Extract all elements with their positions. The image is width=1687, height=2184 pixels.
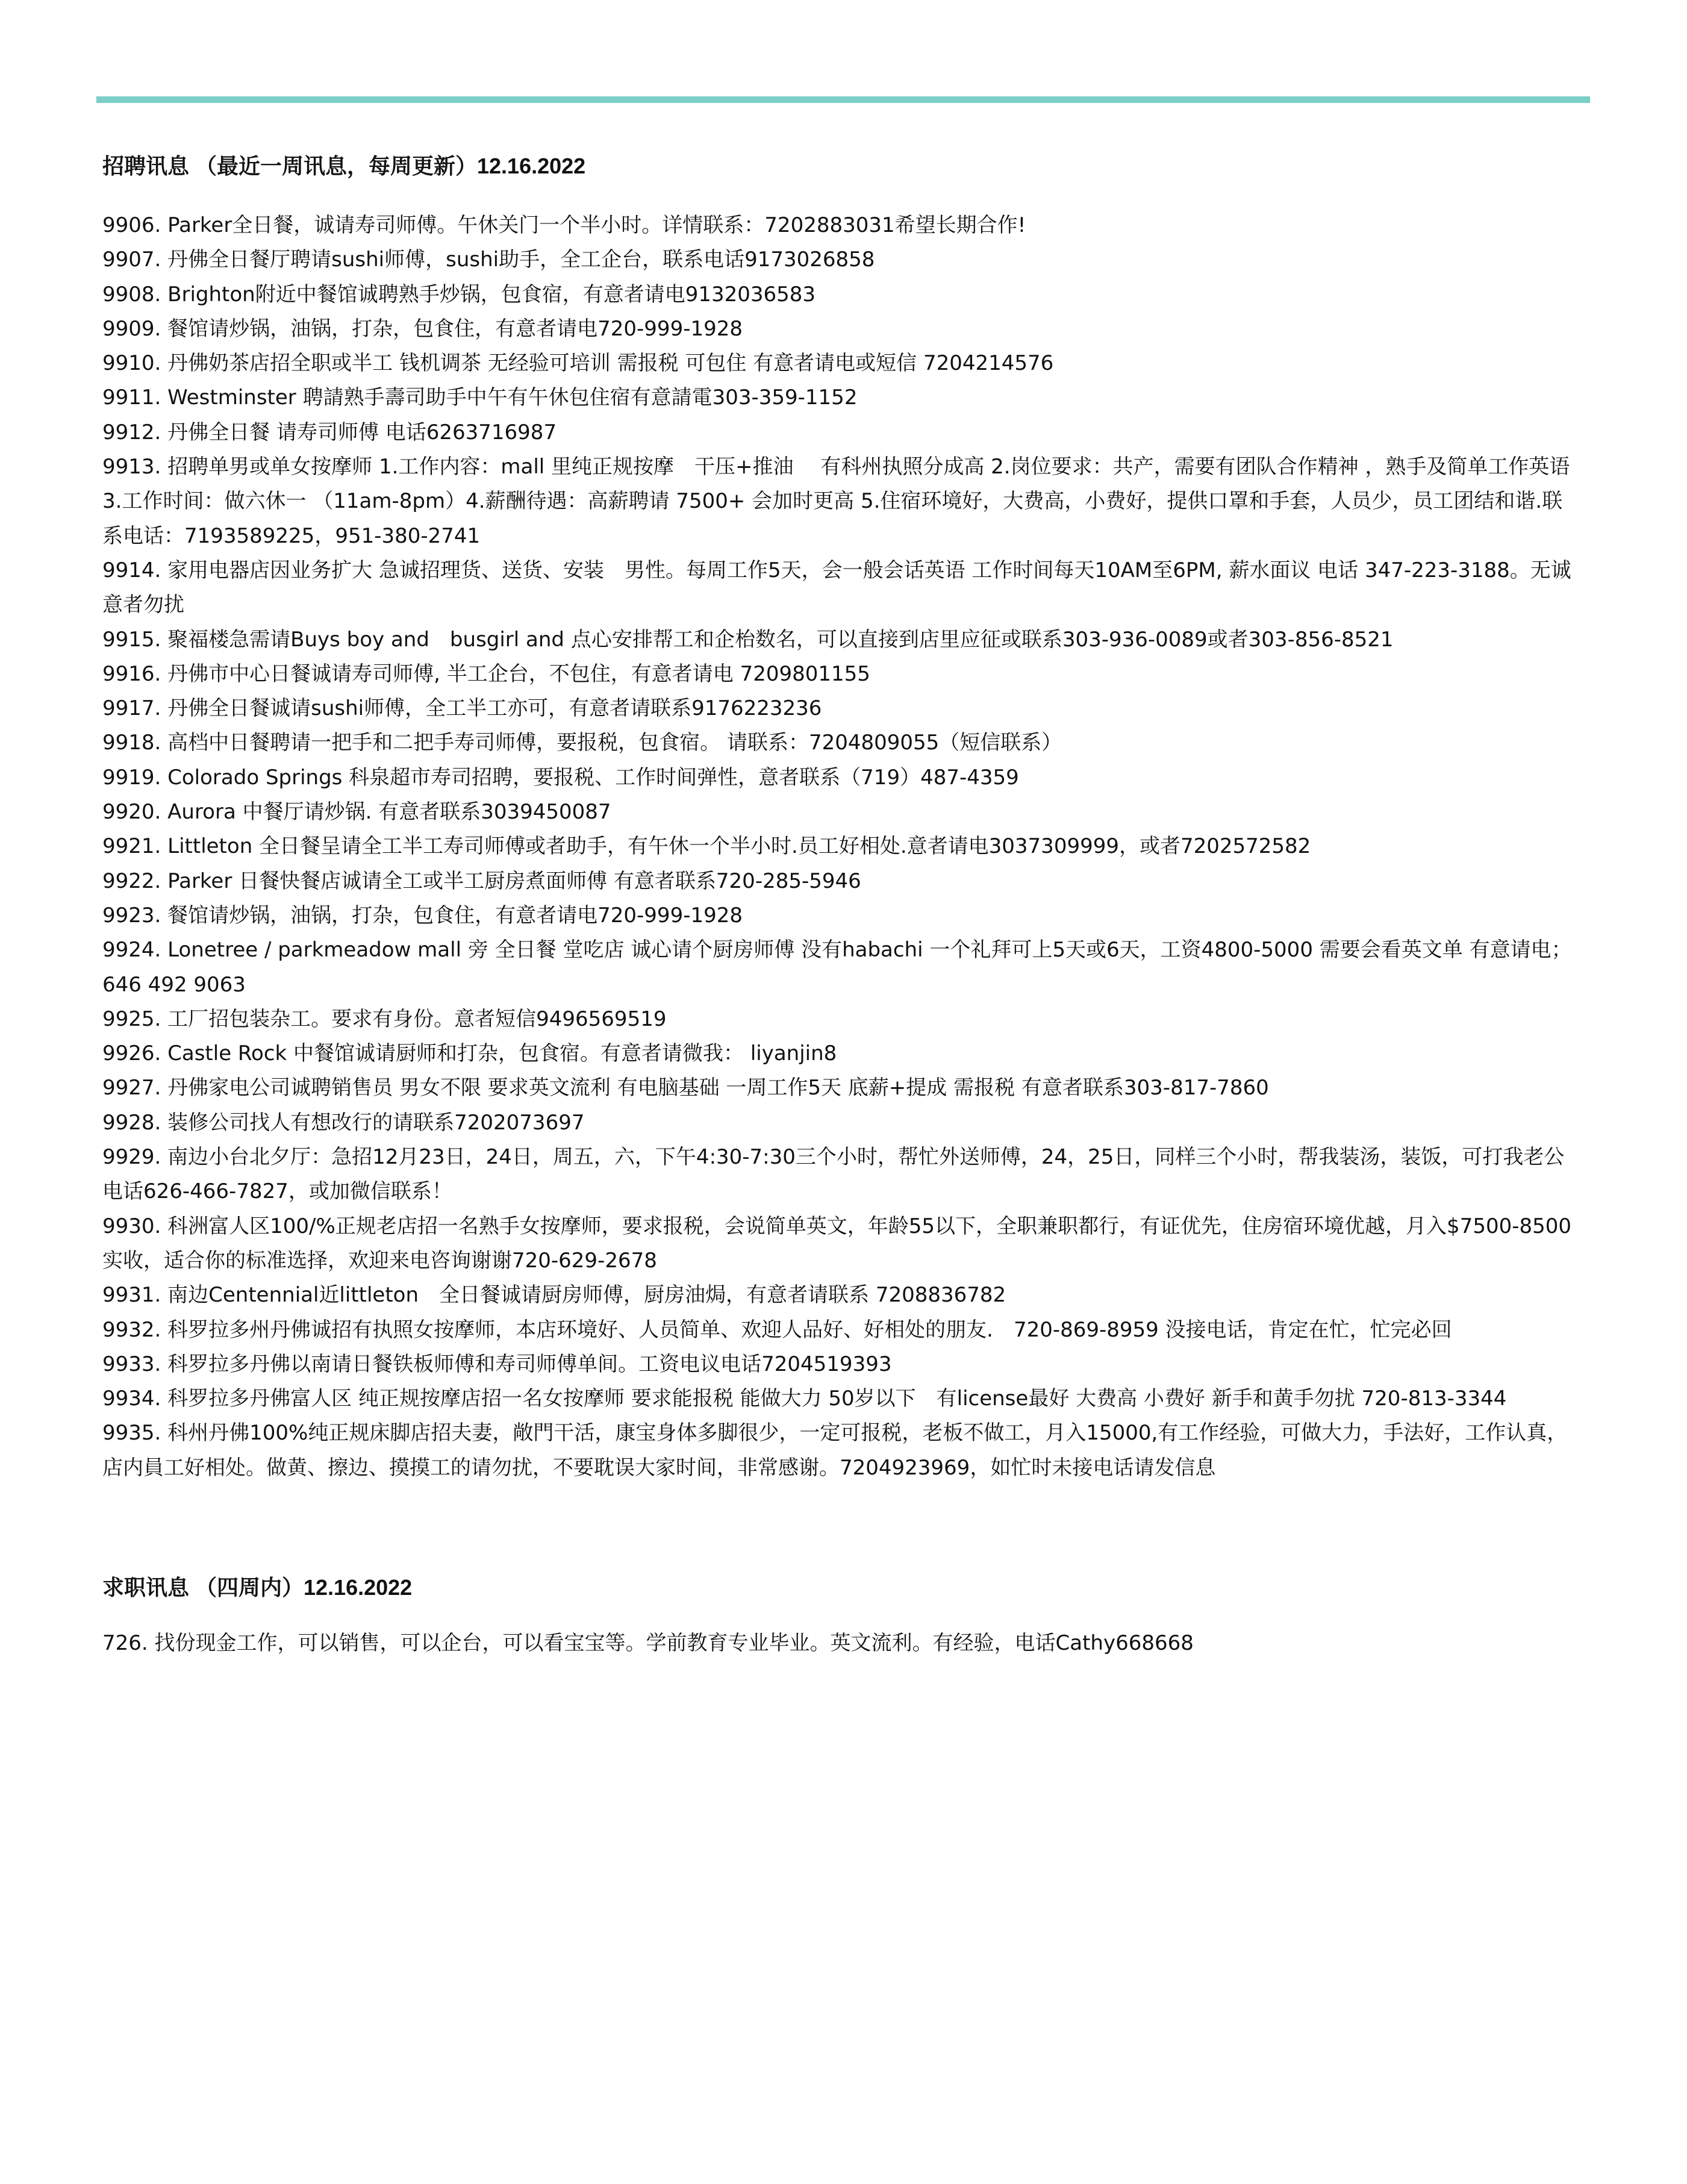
job-listing: 9915. 聚福楼急需请Buys boy and busgirl and 点心安排帮工和企枱数名，可以直接到店里应征或联系303-936-0089或者303-856-8521	[102, 627, 1394, 652]
job-seeking-heading: 求职讯息 （四周内）12.16.2022	[102, 1574, 413, 1600]
job-listing: 9933. 科罗拉多丹佛以南请日餐铁板师傅和寿司师傅单间。工资电议电话7204519393	[102, 1352, 892, 1376]
job-listing: 9920. Aurora 中餐厅请炒锅. 有意者联系3039450087	[102, 800, 611, 825]
job-listing: 9927. 丹佛家电公司诚聘销售员 男女不限 要求英文流利 有电脑基础 一周工作5天 底薪+提成 需报税 有意者联系303-817-7860	[102, 1076, 1269, 1100]
job-listing: 9911. Westminster 聘請熟手壽司助手中午有午休包住宿有意請電303-359-1152	[102, 385, 858, 410]
job-listing: 9935. 科州丹佛100%纯正规床脚店招夫妻，敞門干活，康宝身体多脚很少，一定可报税，老板不做工，月入15000,有工作经验，可做大力，手法好，工作认真，店内員工好相处。做黄、擦边、摸摸工的请勿扰，不要耽误大家时间，非常感谢。7204923969，如忙时未接电话请发信息	[102, 1421, 1568, 1480]
job-listing: 9930. 科洲富人区100/%正规老店招一名熟手女按摩师，要求报税，会说简单英文，年龄55以下，全职兼职都行，有证优先，住房宿环境优越，月入$7500-8500实收，适合你的标准选择，欢迎来电咨询谢谢720-629-2678	[102, 1214, 1572, 1273]
recruitment-heading: 招聘讯息 （最近一周讯息，每周更新）12.16.2022	[102, 154, 586, 178]
job-listing: 9932. 科罗拉多州丹佛诚招有执照女按摩师，本店环境好、人员简单、欢迎人品好、好相处的朋友. 720-869-8959 没接电话，肯定在忙，忙完必回	[102, 1317, 1452, 1342]
job-listing: 9919. Colorado Springs 科泉超市寿司招聘，要报税、工作时间弹性，意者联系（719）487-4359	[102, 765, 1019, 790]
job-listing: 9934. 科罗拉多丹佛富人区 纯正规按摩店招一名女按摩师 要求能报税 能做大力 50岁以下 有license最好 大费高 小费好 新手和黄手勿扰 720-813-3344	[102, 1387, 1507, 1411]
document-body	[102, 148, 1572, 1661]
job-listing: 9921. Littleton 全日餐呈请全工半工寿司师傅或者助手，有午休一个半小时.员工好相处.意者请电3037309999，或者7202572582	[102, 834, 1311, 859]
header-divider	[96, 96, 1590, 103]
job-listing: 9928. 装修公司找人有想改行的请联系7202073697	[102, 1110, 585, 1135]
job-listing: 9924. Lonetree / parkmeadow mall 旁 全日餐 堂吃店 诚心请个厨房师傅 没有habachi 一个礼拜可上5天或6天，工资4800-5000 需要会看英文单 有意请电；646 492 9063	[102, 938, 1572, 997]
job-listing: 9922. Parker 日餐快餐店诚请全工或半工厨房煮面师傅 有意者联系720-285-5946	[102, 869, 861, 893]
job-listing: 9909. 餐馆请炒锅，油锅，打杂，包食住，有意者请电720-999-1928	[102, 316, 743, 341]
job-seeking-list	[102, 1626, 1572, 1661]
job-listing: 9913. 招聘单男或单女按摩师 1.工作内容：mall 里纯正规按摩 干压+推油 有科州执照分成高 2.岗位要求：共产，需要有团队合作精神 ，熟手及简单工作英语3.工作时间：做六休一 （11am-8pm）4.薪酬待遇：高薪聘请 7500+ 会加时更高 5.住宿环境好，大费高，小费好，提供口罩和手套，人员少，员工团结和谐.联系电话：7193589225，951-380-2741	[102, 455, 1570, 548]
job-listing: 9914. 家用电器店因业务扩大 急诚招理货、送货、安装 男性。每周工作5天，会一般会话英语 工作时间每天10AM至6PM, 薪水面议 电话 347-223-3188。无诚意者勿扰	[102, 558, 1571, 617]
job-listing: 9908. Brighton附近中餐馆诚聘熟手炒锅，包食宿，有意者请电9132036583	[102, 282, 816, 307]
job-listing: 9923. 餐馆请炒锅，油锅，打杂，包食住，有意者请电720-999-1928	[102, 903, 743, 928]
job-listing: 9912. 丹佛全日餐 请寿司师傅 电话6263716987	[102, 420, 557, 445]
job-listing: 9907. 丹佛全日餐厅聘请sushi师傅，sushi助手，全工企台，联系电话9173026858	[102, 248, 875, 272]
job-listing: 9929. 南边小台北夕厅：急招12月23日，24日，周五，六，下午4:30-7:30三个小时，帮忙外送师傅，24，25日，同样三个小时，帮我装汤，装饭，可打我老公电话626-466-7827，或加微信联系！	[102, 1145, 1565, 1204]
job-listing: 9931. 南边Centennial近littleton 全日餐诚请厨房师傅，厨房油焗，有意者请联系 7208836782	[102, 1283, 1006, 1308]
seeker-listing: 726. 找份现金工作，可以销售，可以企台，可以看宝宝等。学前教育专业毕业。英文流利。有经验，电话Cathy668668	[102, 1630, 1194, 1655]
job-listing: 9916. 丹佛市中心日餐诚请寿司师傅, 半工企台，不包住，有意者请电 7209801155	[102, 661, 870, 686]
recruitment-list	[102, 208, 1572, 1485]
job-listing: 9906. Parker全日餐，诚请寿司师傅。午休关门一个半小时。详情联系：7202883031希望长期合作!	[102, 213, 1026, 237]
job-listing: 9926. Castle Rock 中餐馆诚请厨师和打杂，包食宿。有意者请微我： liyanjin8	[102, 1041, 837, 1066]
job-listing: 9918. 高档中日餐聘请一把手和二把手寿司师傅，要报税，包食宿。 请联系：7204809055（短信联系）	[102, 731, 1062, 755]
job-listing: 9910. 丹佛奶茶店招全职或半工 钱机调茶 无经验可培训 需报税 可包住 有意者请电或短信 7204214576	[102, 351, 1054, 376]
job-listing: 9917. 丹佛全日餐诚请sushi师傅，全工半工亦可，有意者请联系9176223236	[102, 696, 822, 721]
job-listing: 9925. 工厂招包装杂工。要求有身份。意者短信9496569519	[102, 1006, 667, 1031]
